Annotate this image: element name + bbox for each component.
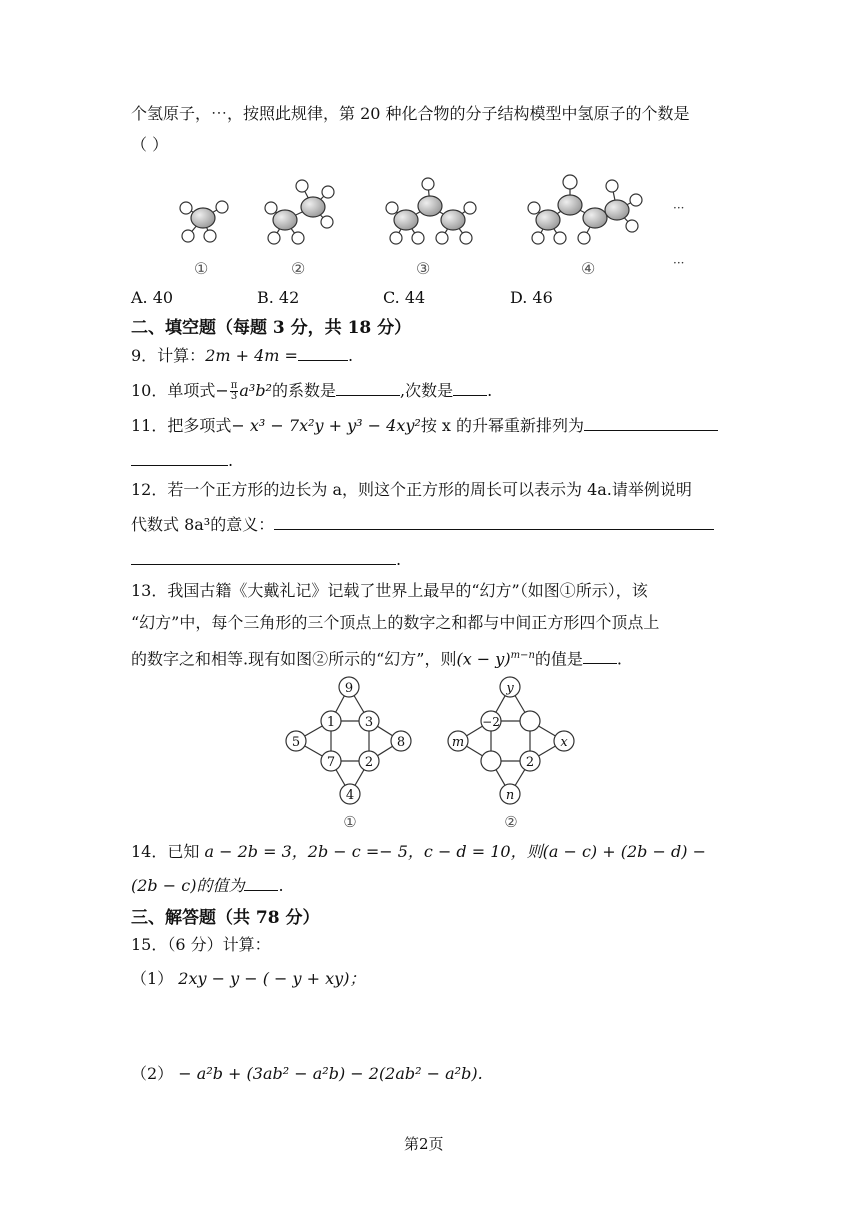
- q9-prefix: 9．计算：: [131, 346, 206, 365]
- q12-line3: [131, 548, 401, 571]
- q15-title: 15．（6 分）计算：: [131, 935, 271, 954]
- q11: [131, 414, 718, 437]
- option-a[interactable]: A. 40: [131, 288, 174, 307]
- q10-mid: 的系数是: [271, 381, 336, 400]
- fig2-top: y: [506, 681, 514, 696]
- fig2-label: ②: [504, 813, 518, 831]
- option-b[interactable]: B. 42: [257, 288, 300, 307]
- page-footer: 第2页: [404, 1135, 444, 1153]
- q10-prefix: 10．单项式−: [131, 381, 229, 400]
- molecule-3: [386, 178, 476, 244]
- q15-p2-expr: − a²b + (3ab² − a²b) − 2(2ab² − a²b).: [178, 1064, 483, 1083]
- q13-blank[interactable]: [583, 647, 617, 664]
- magic-square-fig2: [448, 677, 574, 804]
- q11-blank-line2[interactable]: [131, 449, 228, 466]
- q14-blank[interactable]: [244, 874, 278, 891]
- fig2-br: 2: [525, 755, 535, 770]
- q14-expr: a − 2b = 3，2b − c =− 5，c − d = 10，则(a − c) + (2b − d) −: [204, 842, 706, 861]
- fig1-tl: 1: [326, 715, 336, 730]
- q13-line1: 13．我国古籍《大戴礼记》记载了世界上最早的“幻方”（如图①所示），该: [131, 581, 648, 600]
- molecule-1: [180, 201, 228, 242]
- q12-blank-line1[interactable]: [274, 513, 714, 530]
- fig1-left: 5: [291, 735, 301, 750]
- q11-expr: − x³ − 7x²y + y³ − 4xy²: [231, 416, 421, 435]
- q10-blank-degree[interactable]: [453, 379, 487, 396]
- q11-prefix: 11．把多项式: [131, 416, 232, 435]
- fig1-br: 2: [364, 755, 374, 770]
- molecule-2: [265, 180, 334, 244]
- fig1-label: ①: [343, 813, 357, 831]
- q15-part1: [131, 968, 365, 990]
- q15-part2: [131, 1063, 483, 1085]
- q13-end: .: [616, 649, 622, 669]
- q11-mid: 按 x 的升幂重新排列为: [420, 416, 585, 435]
- q8-text-line1: 个氢原子，⋯，按照此规律，第 20 种化合物的分子结构模型中氢原子的个数是: [131, 104, 690, 123]
- fig1-tr: 3: [364, 715, 374, 730]
- q12-end: .: [396, 550, 402, 569]
- q14-line1: [131, 841, 706, 863]
- q10-end: .: [487, 381, 493, 400]
- q9-blank[interactable]: [298, 344, 348, 361]
- q11-blank-line1[interactable]: [584, 414, 718, 431]
- molecule-4: [528, 175, 642, 244]
- q12-prefix: 代数式 8a³的意义：: [131, 515, 275, 534]
- q14-line2-text: (2b − c)的值为: [131, 876, 245, 895]
- fig-label-2: ②: [291, 259, 306, 278]
- molecule-models-figure: [170, 170, 700, 280]
- q13-line3: [131, 645, 622, 670]
- q15-p2-label: （2）: [131, 1064, 174, 1083]
- q15-p1-label: （1）: [131, 969, 174, 988]
- fig2-tl: −2: [482, 715, 500, 729]
- q8-answer-parens: （ ）: [131, 135, 169, 154]
- q9-end: .: [347, 346, 354, 365]
- fig2-right: x: [560, 735, 568, 750]
- q12-line2: [131, 513, 714, 536]
- fig1-right: 8: [396, 735, 406, 750]
- q10: [131, 379, 492, 402]
- q11-line2: [131, 449, 233, 472]
- q13-line3a: 的数字之和相等.现有如图②所示的“幻方”，则: [131, 649, 457, 669]
- section-2-title: 二、填空题（每题 3 分，共 18 分）: [131, 318, 412, 338]
- magic-square-fig1: [286, 677, 411, 804]
- q14-end: .: [278, 876, 284, 895]
- option-d[interactable]: D. 46: [510, 288, 553, 307]
- q10-expr: a³b²: [239, 381, 272, 400]
- q14-prefix: 14．已知: [131, 842, 200, 861]
- q10-mid2: ,次数是: [399, 381, 454, 400]
- q12-blank-line2[interactable]: [131, 548, 396, 565]
- ellipsis-bottom: ···: [673, 256, 685, 270]
- option-c[interactable]: C. 44: [383, 288, 426, 307]
- q9-expr: 2m + 4m =: [205, 346, 298, 365]
- q12-line1: 12．若一个正方形的边长为 a，则这个正方形的周长可以表示为 4a.请举例说明: [131, 480, 692, 499]
- fig2-left: m: [451, 735, 465, 750]
- q15-p1-expr: 2xy − y − ( − y + xy)；: [178, 969, 366, 988]
- fig2-bottom: n: [505, 788, 515, 803]
- q10-blank-coefficient[interactable]: [336, 379, 400, 396]
- q13-line3b: 的值是: [534, 649, 583, 669]
- q11-end: .: [228, 451, 234, 470]
- q14-line2: [131, 874, 284, 897]
- fig1-bottom: 4: [345, 788, 355, 803]
- section-3-title: 三、解答题（共 78 分）: [131, 908, 320, 928]
- q13-line2: “幻方”中，每个三角形的三个顶点上的数字之和都与中间正方形四个顶点上: [131, 613, 660, 632]
- fig-label-3: ③: [416, 259, 431, 278]
- fig-label-4: ④: [581, 259, 596, 278]
- fig-label-1: ①: [194, 259, 209, 278]
- q13-exponent: m−n: [510, 650, 535, 661]
- q10-fraction: $\frac{\pi}{3}$: [230, 380, 238, 402]
- fig1-bl: 7: [326, 755, 336, 770]
- fig1-top: 9: [344, 681, 354, 696]
- q13-expr: (x − y): [456, 649, 511, 669]
- magic-square-figures: [280, 674, 580, 834]
- ellipsis-top: ···: [673, 201, 685, 215]
- q9: [131, 344, 353, 367]
